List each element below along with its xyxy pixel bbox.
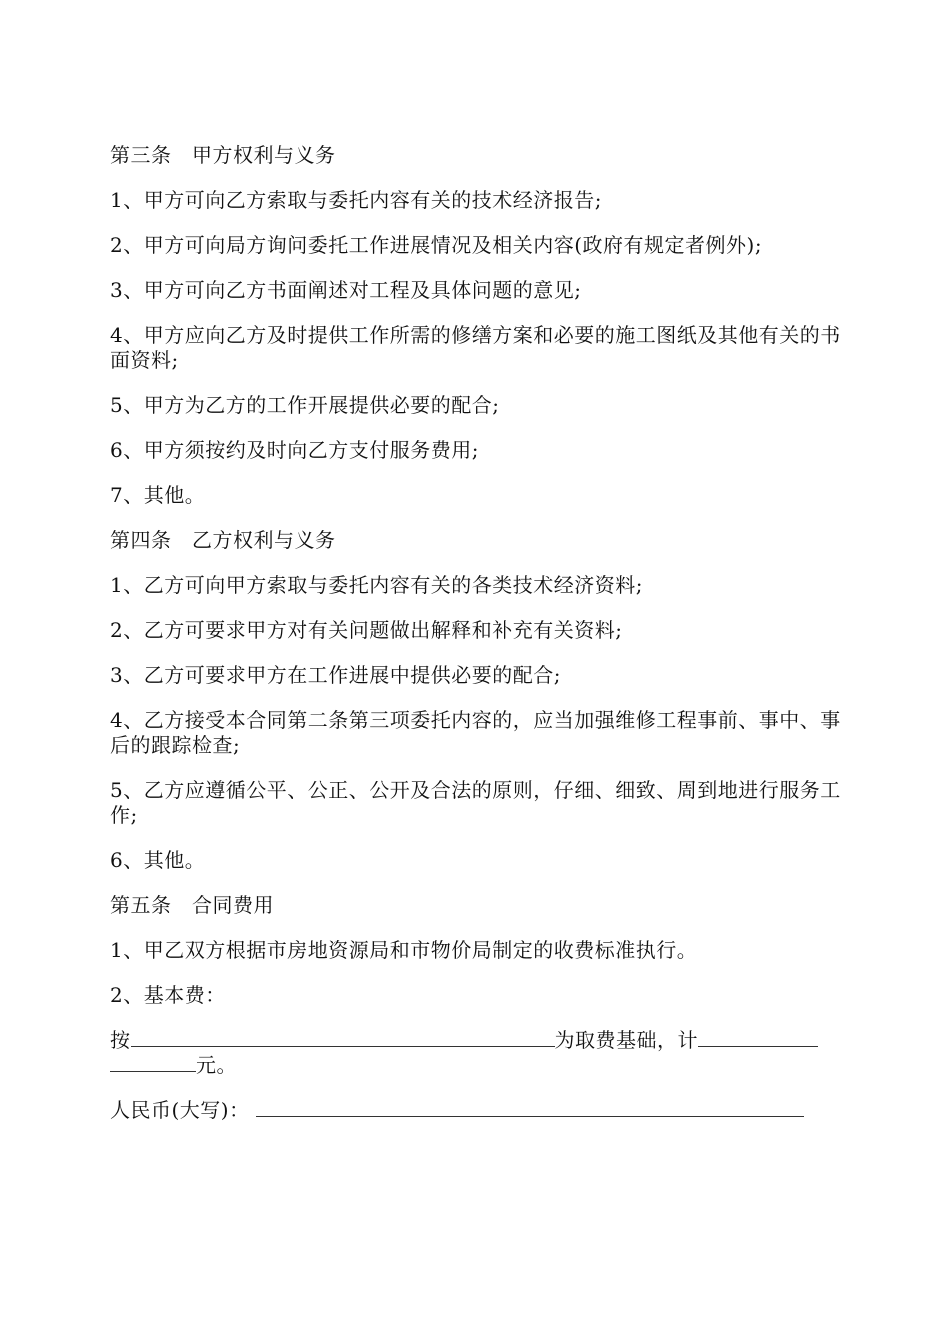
fee-basis-suffix: 元。: [196, 1053, 237, 1077]
fee-basis-middle: 为取费基础，计: [554, 1028, 698, 1052]
article5-item-2: 2、基本费：: [110, 983, 226, 1007]
rmb-label: 人民币(大写)：: [110, 1098, 250, 1122]
document-body: [110, 143, 842, 1143]
rmb-amount-blank[interactable]: [256, 1098, 804, 1117]
article5-heading: 第五条 合同费用: [110, 893, 274, 917]
article3-heading: 第三条 甲方权利与义务: [110, 143, 336, 167]
article4-item-2: 2、乙方可要求甲方对有关问题做出解释和补充有关资料;: [110, 618, 623, 642]
article3-item-5: 5、甲方为乙方的工作开展提供必要的配合;: [110, 393, 500, 417]
fee-basis-prefix: 按: [110, 1028, 131, 1052]
article5-item-1: 1、甲乙双方根据市房地资源局和市物价局制定的收费标准执行。: [110, 938, 698, 962]
article4-item-3: 3、乙方可要求甲方在工作进展中提供必要的配合;: [110, 663, 561, 687]
article3-item-3: 3、甲方可向乙方书面阐述对工程及具体问题的意见;: [110, 278, 582, 302]
article3-item-6: 6、甲方须按约及时向乙方支付服务费用;: [110, 438, 479, 462]
rmb-line: [110, 1098, 842, 1123]
fee-amount-blank-2[interactable]: [110, 1053, 196, 1072]
article3-item-2: 2、甲方可向局方询问委托工作进展情况及相关内容(政府有规定者例外);: [110, 233, 763, 257]
article4-item-5: 5、乙方应遵循公平、公正、公开及合法的原则，仔细、细致、周到地进行服务工作;: [110, 778, 841, 827]
article4-heading: 第四条 乙方权利与义务: [110, 528, 336, 552]
article4-item-1: 1、乙方可向甲方索取与委托内容有关的各类技术经济资料;: [110, 573, 643, 597]
article3-item-1: 1、甲方可向乙方索取与委托内容有关的技术经济报告;: [110, 188, 602, 212]
fee-basis-blank[interactable]: [131, 1028, 555, 1047]
article3-item-4: 4、甲方应向乙方及时提供工作所需的修缮方案和必要的施工图纸及其他有关的书面资料;: [110, 323, 841, 372]
fee-basis-line: [110, 1028, 842, 1078]
article3-item-7: 7、其他。: [110, 483, 206, 507]
fee-amount-blank-1[interactable]: [698, 1028, 818, 1047]
article4-item-4: 4、乙方接受本合同第二条第三项委托内容的，应当加强维修工程事前、事中、事后的跟踪检查;: [110, 708, 841, 757]
article4-item-6: 6、其他。: [110, 848, 206, 872]
